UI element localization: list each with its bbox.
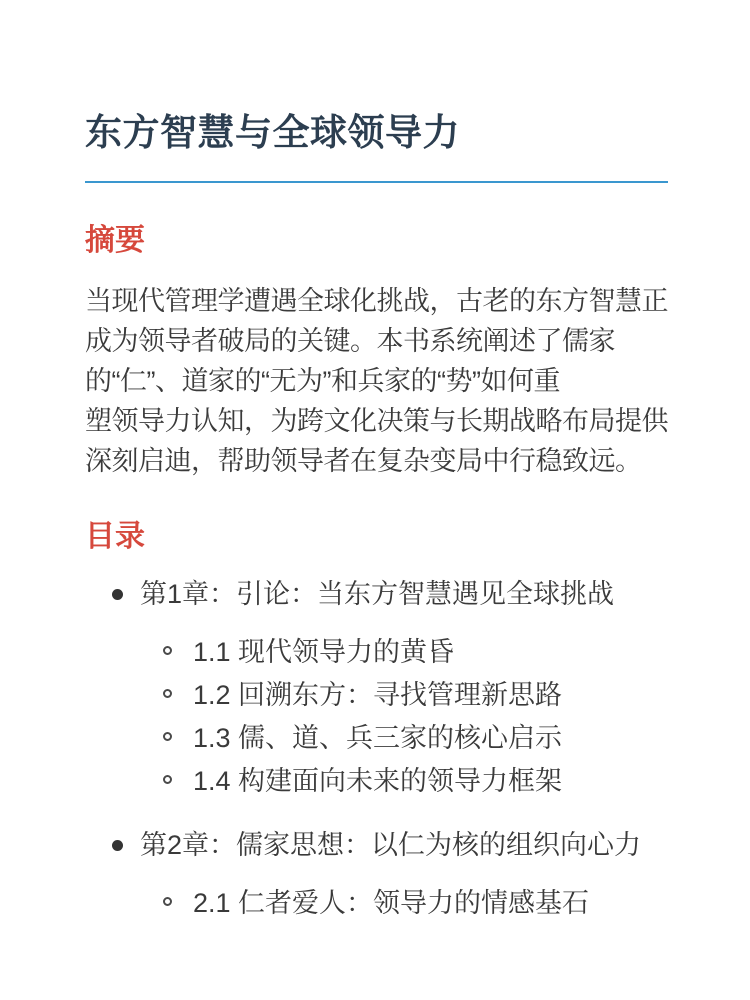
toc-section-1-2: [140, 675, 668, 715]
toc-chapter-label: 第1章：引论：当东方智慧遇见全球挑战: [140, 578, 615, 609]
toc-section-2-1: [140, 883, 668, 923]
abstract-line: 的“仁”、道家的“无为”和兵家的“势”如何重: [85, 365, 560, 396]
toc-section-label: 2.1 仁者爱人：领导力的情感基石: [193, 887, 590, 918]
bullet-circle-icon: [163, 689, 172, 698]
abstract-line: 当现代管理学遭遇全球化挑战，古老的东方智慧正: [85, 285, 668, 316]
abstract-heading: 摘要: [85, 223, 145, 257]
bullet-circle-icon: [163, 775, 172, 784]
title-divider-rule: [85, 181, 668, 183]
toc-section-label: 1.1 现代领导力的黄昏: [193, 636, 455, 667]
toc-section-label: 1.2 回溯东方：寻找管理新思路: [193, 679, 563, 710]
toc-chapter-2: [85, 825, 668, 923]
toc-chapter-1: [85, 574, 668, 801]
abstract-line: 深刻启迪，帮助领导者在复杂变局中行稳致远。: [85, 445, 642, 476]
toc-sections-chapter-2: [140, 883, 668, 923]
toc-list: [85, 574, 668, 923]
bullet-disc-icon: [112, 589, 123, 600]
abstract-line: 成为领导者破局的关键。本书系统阐述了儒家: [85, 325, 615, 356]
toc-heading: 目录: [85, 519, 145, 553]
toc-section-1-4: [140, 761, 668, 801]
toc-section-1-3: [140, 718, 668, 758]
toc-section-label: 1.4 构建面向未来的领导力框架: [193, 765, 563, 796]
toc-chapter-label: 第2章：儒家思想：以仁为核的组织向心力: [140, 829, 642, 860]
toc-sections-chapter-1: [140, 632, 668, 801]
toc-section-label: 1.3 儒、道、兵三家的核心启示: [193, 722, 563, 753]
bullet-disc-icon: [112, 840, 123, 851]
toc-section-1-1: [140, 632, 668, 672]
bullet-circle-icon: [163, 897, 172, 906]
bullet-circle-icon: [163, 646, 172, 655]
abstract-line: 塑领导力认知，为跨文化决策与长期战略布局提供: [85, 405, 668, 436]
page-title: 东方智慧与全球领导力: [85, 112, 460, 153]
bullet-circle-icon: [163, 732, 172, 741]
abstract-paragraph: [85, 281, 668, 481]
